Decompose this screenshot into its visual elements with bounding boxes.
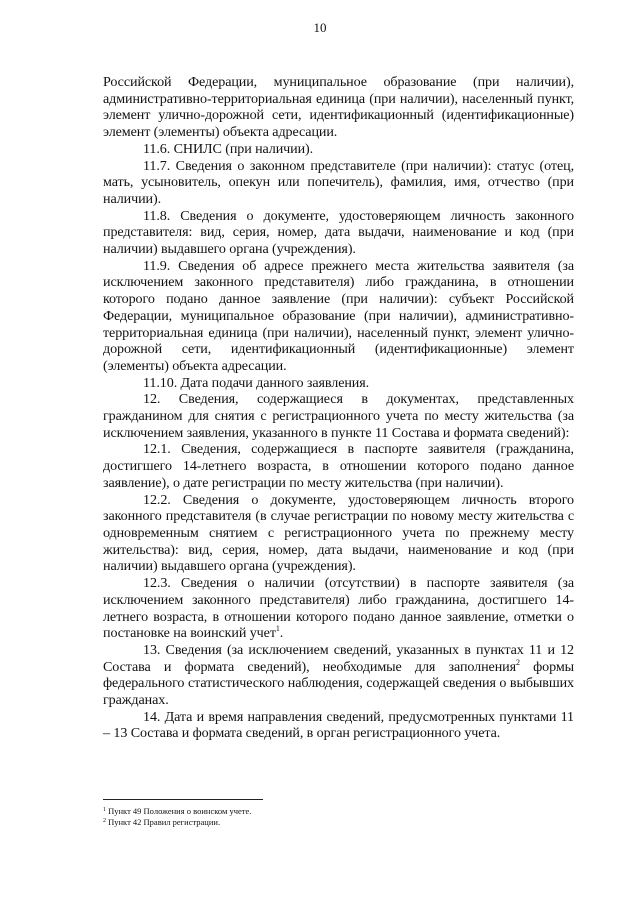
paragraph-11-6: 11.6. СНИЛС (при наличии). <box>143 140 314 157</box>
paragraph-11-7: 11.7. Сведения о законном представителе (при наличии): статус (отец, мать, усыновитель, опекун или попечитель), фамилия, имя, отчество (при наличии). <box>103 157 574 207</box>
paragraph-12: 12. Сведения, содержащиеся в документах, представленных гражданином для снятия с регистрационного учета по месту жительства (за исключением заявления, указанного в пункте 11 Состава и формата сведений): <box>103 391 574 441</box>
paragraph-11-10: 11.10. Дата подачи данного заявления. <box>143 374 370 391</box>
paragraph-12-1: 12.1. Сведения, содержащиеся в паспорте заявителя (гражданина, достигшего 14-летнего возраста, в отношении которого подано данное заявление), о дате регистрации по месту жительства (при наличии). <box>103 441 574 491</box>
footnote-2: $^2$ Пункт 42 Правил регистрации. <box>103 817 221 827</box>
document-body <box>103 74 574 742</box>
footnote-ref-2[interactable]: 2 <box>515 657 520 667</box>
footnote-1: $^1$ Пункт 49 Положения о воинском учете. <box>103 806 252 816</box>
paragraph-12-2: 12.2. Сведения о документе, удостоверяющем личность второго законного представителя (в случае регистрации по новому месту жительства с одновременным снятием с регистрационного учета по прежнему месту жительства): вид, серия, номер, дата выдачи, наименование и код (при наличии) выдавшего органа (учреждения). <box>103 491 574 575</box>
paragraph-address-continuation: Российской Федерации, муниципальное образование (при наличии), административно-территориальная единица (при наличии), населенный пункт, элемент улично-дорожной сети, идентификационный (идентификационные) элемент (элементы) объекта адресации. <box>103 74 574 141</box>
paragraph-11-9: 11.9. Сведения об адресе прежнего места жительства заявителя (за исключением законного представителя) либо гражданина, в отношении которого подано данное заявление (при наличии): субъект Российской Федерации, муниципальное образование (при наличии), административно-территориальная единица (при наличии), населенный пункт, элемент улично-дорожной сети, идентификационный (идентификационные) элемент (элементы) объекта адресации. <box>103 257 574 374</box>
paragraph-14: 14. Дата и время направления сведений, предусмотренных пунктами 11 – 13 Состава и формата сведений, в орган регистрационного учета. <box>103 708 574 742</box>
footnote-ref-1[interactable]: 1 <box>275 624 280 634</box>
page-number: 10 <box>313 20 327 35</box>
paragraph-12-3: 12.3. Сведения о наличии (отсутствии) в паспорте заявителя (за исключением законного представителя) либо гражданина, достигшего 14-летнего возраста, в отношении которого подано данное заявление, отметки о постановке на воинский учет$^1$. <box>103 575 574 642</box>
paragraph-11-8: 11.8. Сведения о документе, удостоверяющем личность законного представителя: вид, серия, номер, дата выдачи, наименование и код (при наличии) выдавшего органа (учреждения). <box>103 207 574 258</box>
footnotes <box>103 806 574 828</box>
paragraph-13: 13. Сведения (за исключением сведений, указанных в пунктах 11 и 12 Состава и формата сведений), необходимые для заполнения$^2$ формы федерального статистического наблюдения, содержащей сведения о выбывших гражданах. <box>103 641 575 709</box>
footnote-divider <box>103 799 263 800</box>
